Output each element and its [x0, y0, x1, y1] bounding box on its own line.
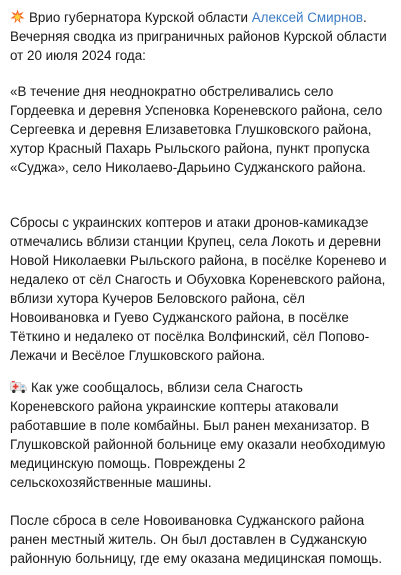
spacer	[10, 492, 389, 511]
post-intro	[10, 8, 389, 65]
paragraph-injured-resident: После сброса в селе Новоивановка Суджанского района ранен местный житель. Он был доставлен в Суджанскую районную больницу, где ему оказана медицинская помощь.	[10, 513, 383, 566]
intro-suffix: .	[363, 10, 367, 25]
spacer	[10, 177, 389, 213]
paragraph-combines	[10, 378, 389, 492]
explosion-icon	[10, 9, 25, 24]
combines-text: Как уже сообщалось, вблизи села Снагость Кореневского района украинские коптеры атаковали работавшие в поле комбайны. Был ранен механизатор. В Глушковской районной больнице ему оказали необходимую медицинскую помощь. Повреждены 2 сельскохозяйственные машины.	[10, 380, 386, 490]
ambulance-icon	[10, 380, 27, 394]
paragraph-shelling: «В течение дня неоднократно обстреливались село Гордеевка и деревня Успеновка Кореневского района, село Сергеевка и деревня Елизаветовка Глушковского района, хутор Красный Пахарь Рыльского района, пункт пропуска «Суджа», село Николаево-Дарьино Суджанского района.	[10, 84, 383, 175]
author-link[interactable]: Алексей Смирнов	[251, 10, 364, 25]
spacer	[10, 65, 389, 82]
intro-summary-line: Вечерняя сводка из приграничных районов Курской области от 20 июля 2024 года:	[10, 29, 387, 63]
spacer	[10, 365, 389, 378]
paragraph-drone-attacks: Сбросы с украинских коптеров и атаки дронов-камикадзе отмечались вблизи станции Крупец, села Локоть и деревни Новой Николаевки Рыльского района, в посёлке Коренево и недалеко от сёл Снагость и Обуховка Кореневского района, вблизи хутора Кучеров Беловского района, сёл Новоивановка и Гуево Суджанского района, в посёлке Тёткино и недалеко от посёлка Волфинский, сёл Попово-Лежачи и Весёлое Глушковского района.	[10, 215, 387, 363]
intro-prefix: Врио губернатора Курской области	[29, 10, 252, 25]
